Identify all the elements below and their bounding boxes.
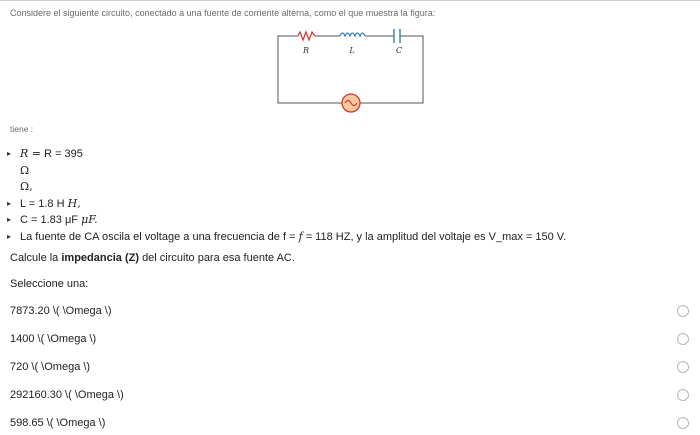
r-value: R = 395: [44, 148, 83, 160]
list-item-omega: [6, 163, 566, 180]
c-text: C = 1.83 μF: [20, 214, 79, 226]
r-prefix: R =: [20, 147, 41, 160]
list-item-omega-comma: [6, 179, 566, 196]
r-omega-comma: Ω,: [20, 180, 33, 193]
bullet-icon: ▸: [7, 198, 12, 208]
question-bold: impedancia (Z): [61, 252, 139, 264]
question-prefix: Calcule la: [10, 252, 59, 264]
bullet-icon: ▸: [7, 231, 12, 241]
answer-option-5[interactable]: 598.65 \( \Omega \): [10, 417, 106, 429]
radio-option-2[interactable]: [677, 333, 689, 345]
ac-source-icon: [342, 94, 360, 112]
r-omega: Ω: [20, 163, 30, 177]
answer-option-1[interactable]: 7873.20 \( \Omega \): [10, 305, 112, 317]
capacitor-label: C: [395, 46, 403, 55]
circuit-diagram: [270, 26, 430, 121]
list-item-capacitance: [6, 212, 566, 229]
source-f-symbol: f: [298, 229, 303, 243]
answer-option-3[interactable]: 720 \( \Omega \): [10, 361, 91, 373]
bullet-icon: ▸: [7, 215, 12, 224]
inductor-label: L: [349, 46, 355, 55]
answer-option-4[interactable]: 292160.30 \( \Omega \): [10, 389, 124, 401]
question-text: [10, 252, 295, 264]
resistor-label: R: [302, 46, 310, 55]
radio-option-3[interactable]: [677, 361, 689, 373]
l-text: L = 1.8 H: [20, 197, 65, 210]
select-label: Seleccione una:: [10, 278, 89, 290]
source-text-b: = 118 HZ, y la amplitud del voltaje es V_max = 150 V.: [305, 230, 567, 243]
given-values-list: [6, 146, 566, 245]
answer-option-2[interactable]: 1400 \( \Omega \): [10, 333, 97, 345]
source-text-a: La fuente de CA oscila el voltage a una frecuencia de f =: [20, 230, 296, 243]
list-item-inductance: [6, 196, 566, 213]
l-math: H,: [67, 196, 81, 210]
top-divider: [0, 0, 700, 1]
radio-option-1[interactable]: [677, 305, 689, 317]
tiene-label: tiene :: [10, 124, 34, 134]
list-item-resistance: [6, 146, 566, 163]
list-item-source: [6, 229, 566, 246]
inductor-icon: [340, 33, 365, 36]
intro-text: Considere el siguiente circuito, conectado a una fuente de corriente alterna, como el que muestra la figura:: [10, 8, 436, 18]
radio-option-4[interactable]: [677, 389, 689, 401]
bullet-icon: ▸: [7, 149, 12, 158]
radio-option-5[interactable]: [677, 417, 689, 429]
resistor-icon: [298, 32, 315, 40]
c-math: μF.: [81, 213, 98, 226]
capacitor-icon: [394, 29, 400, 43]
question-suffix: del circuito para esa fuente AC.: [142, 252, 295, 264]
